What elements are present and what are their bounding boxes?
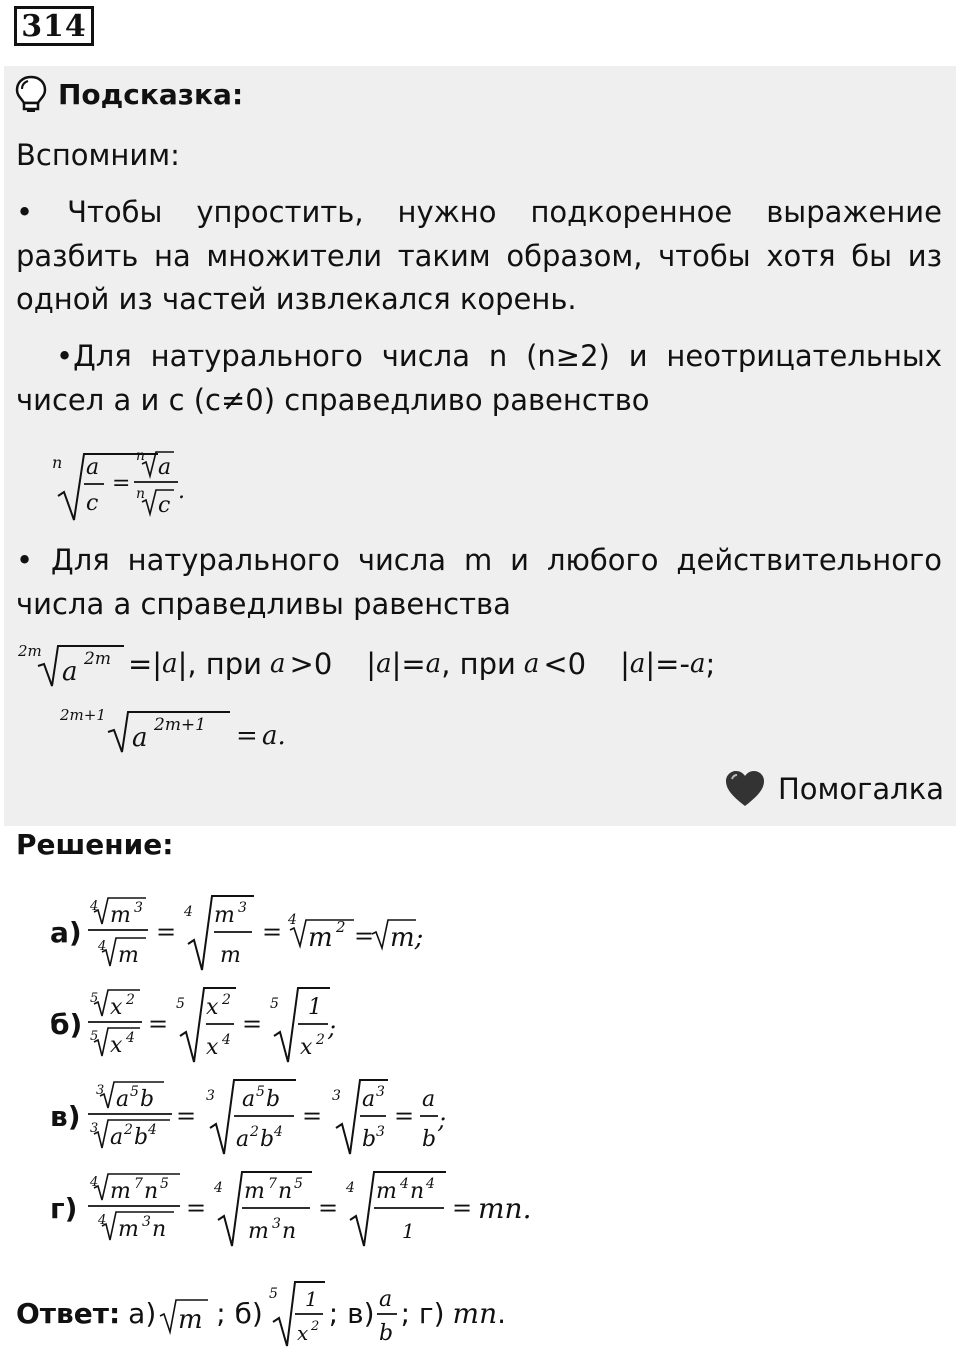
svg-text:4: 4: [98, 939, 107, 954]
svg-text:4: 4: [288, 912, 297, 928]
svg-text:2: 2: [310, 1319, 320, 1334]
svg-text:a.: a.: [262, 721, 286, 751]
bullet3-line2: числа a справедливы равенства: [16, 587, 511, 621]
svg-text:a: a: [110, 1125, 124, 1150]
svg-text:m: m: [110, 1179, 131, 1204]
hint-intro: Вспомним:: [16, 138, 180, 172]
svg-text:=: =: [354, 922, 375, 950]
svg-text:a: a: [62, 657, 78, 687]
svg-text:1: 1: [304, 1287, 318, 1311]
formula-root-quotient: [50, 446, 200, 526]
svg-text:n: n: [52, 453, 63, 472]
svg-text:b: b: [134, 1125, 149, 1150]
svg-text:m: m: [178, 1305, 203, 1335]
item-c-label: в): [50, 1100, 81, 1133]
svg-text:m: m: [214, 903, 235, 928]
svg-text:5: 5: [90, 1029, 99, 1044]
bullet2-line2: чисел a и c (c≠0) справедливо равенство: [16, 383, 650, 417]
svg-text:m: m: [376, 1179, 397, 1204]
svg-text:b: b: [422, 1127, 437, 1152]
bullet1-line2: разбить на множители таким образом, чтобы хотя бы из: [16, 239, 942, 273]
hint-header: [14, 74, 243, 114]
svg-text:m: m: [308, 923, 333, 953]
svg-text:5: 5: [90, 991, 99, 1006]
svg-text:3: 3: [96, 1083, 105, 1098]
svg-text:5: 5: [130, 1084, 139, 1100]
answer-a: [156, 1288, 216, 1338]
svg-text:=: =: [242, 1010, 263, 1038]
svg-text:2m: 2m: [84, 649, 111, 669]
svg-text:4: 4: [426, 1176, 435, 1192]
svg-text:a: a: [86, 455, 100, 480]
svg-text:5: 5: [268, 1286, 278, 1302]
svg-text:4: 4: [90, 1175, 99, 1190]
svg-text:b: b: [266, 1087, 281, 1112]
svg-text:b: b: [362, 1127, 377, 1152]
svg-text:2: 2: [250, 1124, 259, 1140]
problem-number: 314: [14, 6, 94, 46]
svg-text:x: x: [206, 995, 219, 1020]
solution-item-d: [84, 1166, 564, 1252]
svg-text:n: n: [136, 448, 146, 464]
svg-text:b: b: [260, 1127, 275, 1152]
svg-text:n: n: [282, 1219, 297, 1244]
svg-text:1: 1: [308, 995, 322, 1020]
bullet1-line1: • Чтобы упростить, нужно подкоренное выражение: [16, 195, 942, 229]
svg-text:m;: m;: [390, 923, 424, 953]
svg-text:m: m: [248, 1219, 269, 1244]
svg-text:=: =: [156, 918, 177, 946]
svg-text:a: a: [158, 455, 172, 480]
svg-text:4: 4: [400, 1176, 409, 1192]
heart-icon: [724, 770, 766, 808]
svg-text:3: 3: [332, 1088, 341, 1104]
svg-text:3: 3: [206, 1088, 215, 1104]
svg-text:4: 4: [274, 1124, 283, 1140]
svg-text:x: x: [206, 1035, 219, 1060]
svg-text:7: 7: [268, 1176, 277, 1192]
svg-text:5: 5: [160, 1176, 169, 1192]
svg-text:=: =: [262, 918, 283, 946]
svg-text:a: a: [242, 1087, 256, 1112]
svg-text:4: 4: [126, 1030, 135, 1046]
svg-text:=: =: [148, 1010, 169, 1038]
svg-text:m: m: [118, 943, 139, 968]
solution-title: Решение:: [16, 828, 174, 861]
svg-text:a: a: [422, 1087, 436, 1112]
svg-text:2m+1: 2m+1: [154, 715, 206, 735]
svg-text:a: a: [132, 723, 148, 753]
answer-c: [375, 1278, 401, 1348]
lightbulb-icon: [14, 74, 48, 114]
answer-line: Ответ: а) m ; б) 5 1 x 2 ; в) a b ; г) mn .: [16, 1278, 506, 1348]
svg-text:2: 2: [222, 992, 231, 1008]
item-a-label: а): [50, 916, 82, 949]
svg-text:.: .: [178, 479, 185, 504]
svg-text:m: m: [118, 1217, 139, 1242]
svg-text:a: a: [116, 1087, 130, 1112]
hint-title: Подсказка:: [58, 77, 244, 111]
even-root-expression: [16, 638, 128, 690]
svg-text:5: 5: [270, 996, 279, 1012]
svg-text:1: 1: [402, 1219, 415, 1243]
svg-text:n: n: [152, 1217, 167, 1242]
svg-text:5: 5: [176, 996, 185, 1012]
formula-even-root: 2m a 2m =| a |, при a >0 | a |= a , при a <0 | a |=- a ;: [16, 636, 715, 692]
svg-text:x: x: [110, 995, 123, 1020]
answer-b: [263, 1278, 329, 1348]
svg-text:4: 4: [184, 904, 193, 920]
svg-text:x: x: [110, 1033, 123, 1058]
svg-text:2m+1: 2m+1: [60, 706, 106, 724]
svg-text:4: 4: [90, 899, 99, 914]
bullet2-line1: •Для натурального числа n (n≥2) и неотрицательных: [56, 339, 942, 373]
svg-text:2: 2: [126, 992, 135, 1008]
svg-text:5: 5: [294, 1176, 303, 1192]
svg-text:4: 4: [346, 1180, 355, 1196]
svg-text:n: n: [410, 1179, 425, 1204]
svg-text:m: m: [110, 903, 131, 928]
svg-text:2m: 2m: [18, 642, 42, 660]
item-d-label: г): [50, 1192, 78, 1225]
svg-text:a: a: [378, 1287, 392, 1312]
svg-text:4: 4: [98, 1213, 107, 1228]
solution-item-b: [84, 982, 364, 1068]
svg-text:m: m: [220, 943, 241, 968]
svg-text:n: n: [278, 1179, 293, 1204]
svg-text:n: n: [144, 1179, 159, 1204]
svg-text:;: ;: [438, 1106, 447, 1134]
svg-text:mn.: mn.: [478, 1192, 532, 1225]
svg-text:4: 4: [222, 1032, 231, 1048]
svg-text:=: =: [236, 721, 258, 751]
svg-text:=: =: [318, 1194, 339, 1222]
bullet1-line3: одной из частей извлекался корень.: [16, 282, 577, 316]
formula-odd-root: [58, 702, 308, 758]
svg-text:=: =: [302, 1102, 323, 1130]
svg-text:=: =: [394, 1102, 415, 1130]
svg-text:c: c: [158, 493, 171, 518]
svg-text:x: x: [296, 1321, 309, 1345]
svg-text:a: a: [236, 1127, 250, 1152]
svg-text:3: 3: [376, 1084, 385, 1100]
solution-item-a: [84, 890, 454, 974]
svg-text:4: 4: [148, 1122, 157, 1138]
svg-text:3: 3: [134, 900, 143, 916]
svg-text:=: =: [452, 1194, 473, 1222]
svg-text:=: =: [112, 471, 131, 496]
svg-text:=: =: [176, 1102, 197, 1130]
brand-label: Помогалка: [724, 770, 944, 808]
svg-text:5: 5: [256, 1084, 265, 1100]
svg-text:a: a: [362, 1087, 376, 1112]
svg-text:x: x: [300, 1035, 313, 1060]
svg-text:2: 2: [336, 918, 346, 936]
svg-text:4: 4: [214, 1180, 223, 1196]
svg-text:2: 2: [124, 1122, 133, 1138]
svg-text:2: 2: [316, 1032, 325, 1048]
solution-item-c: [84, 1074, 464, 1160]
svg-text:3: 3: [142, 1214, 151, 1230]
item-b-label: б): [50, 1008, 83, 1041]
answer-label: Ответ:: [16, 1296, 121, 1330]
svg-text:3: 3: [238, 900, 247, 916]
svg-text:b: b: [378, 1321, 393, 1346]
svg-text:3: 3: [90, 1121, 99, 1136]
svg-text:7: 7: [134, 1176, 143, 1192]
svg-text:c: c: [86, 491, 99, 516]
svg-text:3: 3: [376, 1124, 385, 1140]
svg-text:=: =: [186, 1194, 207, 1222]
bullet3-line1: • Для натурального числа m и любого действительного: [16, 543, 942, 577]
svg-text:;: ;: [328, 1014, 337, 1042]
svg-text:3: 3: [272, 1216, 281, 1232]
svg-text:n: n: [136, 486, 146, 502]
svg-text:m: m: [244, 1179, 265, 1204]
svg-text:b: b: [140, 1087, 155, 1112]
